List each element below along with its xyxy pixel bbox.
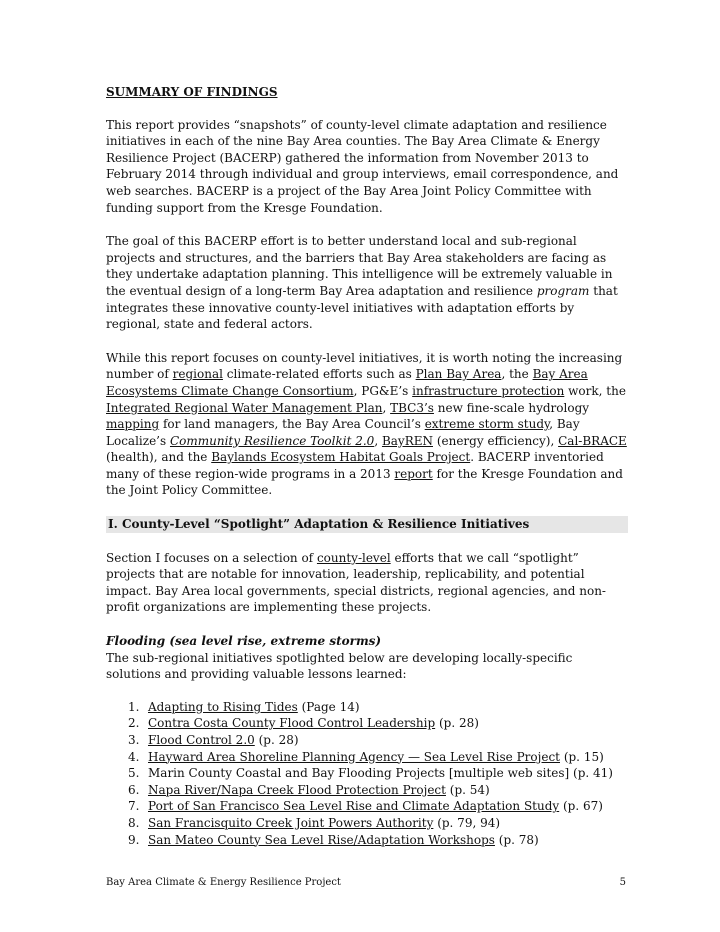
footer-title: Bay Area Climate & Energy Resilience Project bbox=[106, 877, 341, 888]
flooding-subheading: Flooding (sea level rise, extreme storms) bbox=[106, 634, 382, 649]
list-item-note: (Page 14) bbox=[297, 699, 360, 714]
regional-text: (energy efficiency), bbox=[433, 433, 559, 448]
list-number: 6. bbox=[128, 782, 140, 797]
link-baylands-goals[interactable]: Baylands Ecosystem Habitat Goals Project bbox=[211, 450, 471, 465]
list-item-note: (p. 28) bbox=[435, 716, 479, 731]
regional-text: for land managers, the Bay Area Council’s bbox=[159, 417, 425, 432]
section-heading: I. County-Level “Spotlight” Adaptation & Resilience Initiatives bbox=[106, 516, 628, 533]
section-intro-text: efforts that we call “spotlight” projects that are notable for innovation, leadership, replicability, and potential impact. Bay Area local governments, special districts, regional agencies, and non-profit organizations are implementing these projects. bbox=[106, 550, 606, 615]
list-item bbox=[106, 732, 628, 749]
list-item-link[interactable]: Hayward Area Shoreline Planning Agency — Sea Level Rise Project bbox=[148, 749, 560, 764]
list-item bbox=[106, 798, 628, 815]
list-number: 1. bbox=[128, 699, 140, 714]
list-item bbox=[106, 749, 628, 766]
list-number: 5. bbox=[128, 766, 140, 781]
goal-text-1: The goal of this BACERP effort is to better understand local and sub-regional projects and structures, and the barriers that Bay Area stakeholders are facing as they undertake adaptation planning. This intelligence will be extremely valuable in the eventual design of a long-term Bay Area adaptation and resilience bbox=[106, 234, 613, 298]
link-cal-brace[interactable]: Cal-BRACE bbox=[558, 433, 627, 448]
list-item bbox=[106, 815, 628, 832]
list-item-note: (p. 15) bbox=[560, 749, 604, 764]
list-item-link[interactable]: Contra Costa County Flood Control Leadership bbox=[148, 716, 436, 731]
list-number: 7. bbox=[128, 799, 140, 814]
spotlight-list bbox=[106, 699, 628, 848]
list-item bbox=[106, 715, 628, 732]
list-item-link[interactable]: Port of San Francisco Sea Level Rise and Climate Adaptation Study bbox=[148, 799, 560, 814]
regional-text: for the Kresge Foundation and the Joint Policy Committee. bbox=[106, 466, 623, 498]
regional-text: , the bbox=[501, 367, 533, 382]
list-number: 2. bbox=[128, 716, 140, 731]
page-title: SUMMARY OF FINDINGS bbox=[106, 85, 278, 99]
link-report[interactable]: report bbox=[394, 466, 433, 481]
regional-text: climate-related efforts such as bbox=[222, 367, 416, 382]
list-item-note: Marin County Coastal and Bay Flooding Projects [multiple web sites] (p. 41) bbox=[148, 766, 613, 781]
regional-text: , Bay Localize’s bbox=[106, 417, 580, 448]
link-extreme-storm-study[interactable]: extreme storm study bbox=[424, 417, 550, 432]
list-item bbox=[106, 832, 628, 849]
list-item-note: (p. 79, 94) bbox=[433, 815, 501, 830]
list-number: 9. bbox=[128, 832, 140, 847]
flooding-intro: The sub-regional initiatives spotlighted below are developing locally-specific solutions and providing valuable lessons learned: bbox=[106, 650, 573, 682]
list-number: 3. bbox=[128, 733, 140, 747]
regional-text: . BACERP inventoried many of these region-wide programs in a 2013 bbox=[106, 450, 604, 481]
page-number: 5 bbox=[619, 877, 626, 888]
page-footer bbox=[106, 877, 628, 889]
goal-emphasis: program bbox=[536, 283, 590, 298]
goal-paragraph bbox=[106, 233, 628, 333]
regional-text: (health), and the bbox=[106, 450, 212, 465]
list-item-note: (p. 67) bbox=[559, 799, 603, 814]
link-water-management-plan[interactable]: Integrated Regional Water Management Plan bbox=[106, 400, 383, 415]
link-resilience-toolkit[interactable] bbox=[170, 434, 374, 448]
link-tbc3[interactable]: TBC3’s bbox=[390, 400, 434, 415]
list-item bbox=[106, 765, 628, 782]
link-regional[interactable]: regional bbox=[172, 367, 223, 382]
link-bayren[interactable]: BayREN bbox=[381, 433, 433, 448]
regional-text: work, the bbox=[564, 383, 626, 398]
list-number: 8. bbox=[128, 815, 140, 830]
link-infrastructure-protection[interactable]: infrastructure protection bbox=[412, 383, 565, 398]
list-item-link[interactable]: San Mateo County Sea Level Rise/Adaptation Workshops bbox=[148, 832, 495, 847]
list-item-link[interactable]: Napa River/Napa Creek Flood Protection Project bbox=[148, 782, 446, 797]
intro-paragraph: This report provides “snapshots” of county-level climate adaptation and resilience initiatives in each of the nine Bay Area counties. The Bay Area Climate & Energy Resilience Project (BACERP) gathered the information from November 2013 to February 2014 through individual and group interviews, email correspondence, and web searches. BACERP is a project of the Bay Area Joint Policy Committee with funding support from the Kresge Foundation. bbox=[106, 117, 619, 215]
regional-text: , PG&E’s bbox=[353, 383, 413, 398]
list-item bbox=[106, 699, 628, 716]
list-number: 4. bbox=[128, 749, 140, 764]
link-resilience-toolkit-text[interactable]: Community Resilience Toolkit 2.0 bbox=[169, 433, 375, 448]
goal-text-2: that integrates these innovative county-level initiatives with adaptation efforts by regional, state and federal actors. bbox=[106, 283, 618, 332]
list-item-link[interactable]: Flood Control 2.0 bbox=[148, 733, 255, 747]
section-intro-paragraph bbox=[106, 550, 628, 616]
list-item bbox=[106, 782, 628, 799]
list-item-link[interactable]: Adapting to Rising Tides bbox=[148, 699, 298, 714]
link-ecosystems-consortium[interactable]: Bay Area Ecosystems Climate Change Consortium bbox=[106, 367, 588, 398]
regional-paragraph bbox=[106, 350, 628, 499]
regional-text: , bbox=[374, 433, 382, 448]
document-page bbox=[106, 84, 628, 848]
link-mapping[interactable]: mapping bbox=[106, 417, 160, 432]
link-county-level[interactable]: county-level bbox=[316, 550, 391, 565]
list-item-note: (p. 78) bbox=[494, 832, 539, 847]
regional-text: While this report focuses on county-level initiatives, it is worth noting the increasing number of bbox=[106, 350, 623, 382]
list-item-note: (p. 54) bbox=[445, 782, 490, 797]
list-item-note: (p. 28) bbox=[254, 733, 299, 747]
link-plan-bay-area[interactable]: Plan Bay Area bbox=[415, 367, 502, 382]
section-intro-text: Section I focuses on a selection of bbox=[106, 550, 317, 565]
regional-text: , bbox=[382, 400, 391, 415]
regional-text: new fine-scale hydrology bbox=[433, 400, 590, 415]
list-item-link[interactable]: San Francisquito Creek Joint Powers Authority bbox=[148, 815, 434, 830]
